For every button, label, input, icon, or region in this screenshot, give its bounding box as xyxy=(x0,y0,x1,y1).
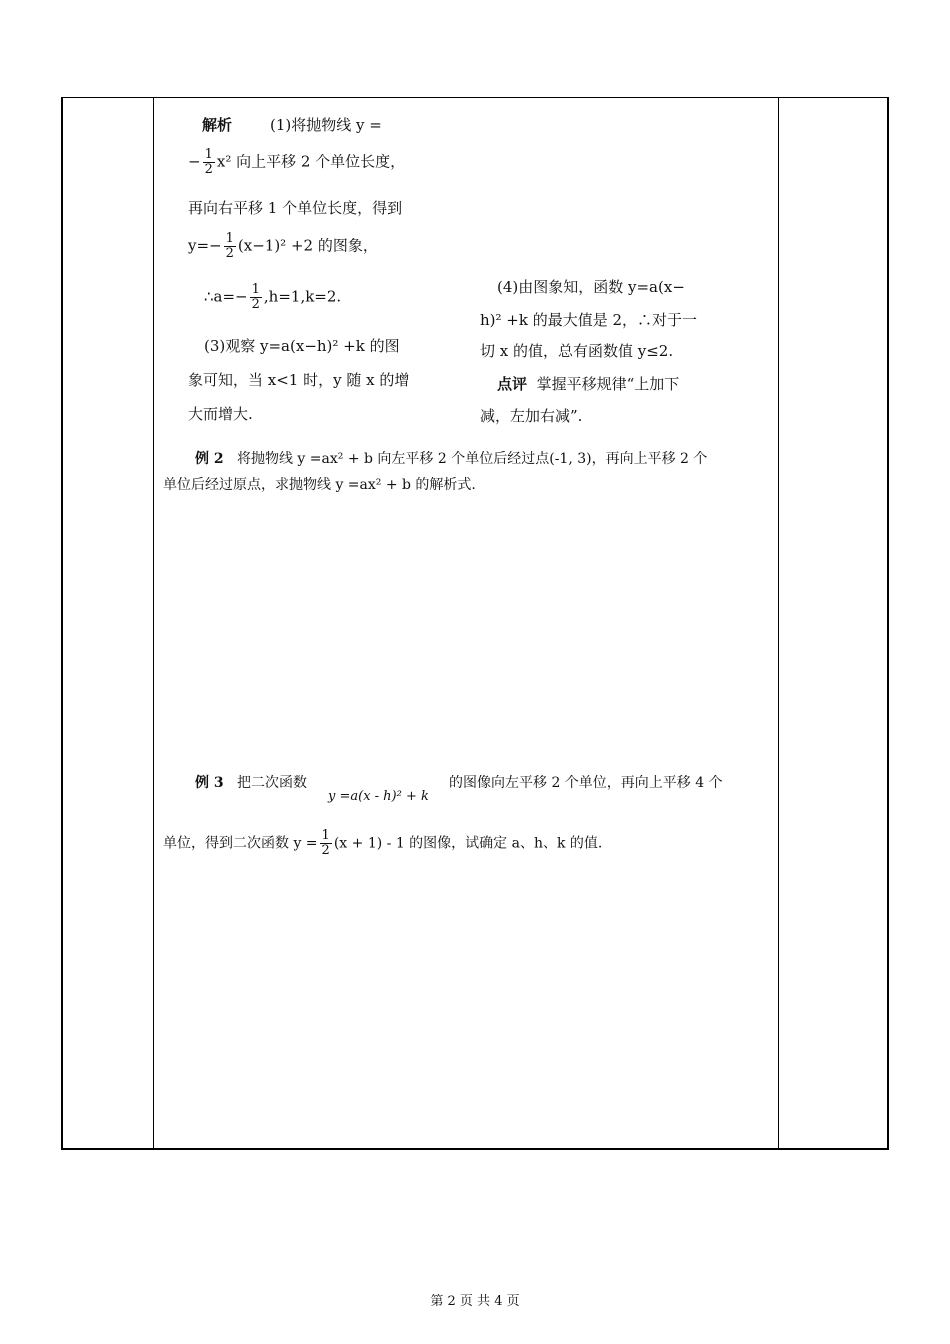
page-footer: 第 2 页 共 4 页 xyxy=(430,1294,520,1309)
solution-line-1: (1)将抛物线 y = xyxy=(270,116,382,134)
example3-text-1b: 的图像向左平移 2 个单位，再向上平移 4 个 xyxy=(449,775,723,791)
solution-line-4 xyxy=(188,232,378,261)
solution-right-line-3: 切 x 的值，总有函数值 y≤2. xyxy=(480,342,674,360)
fraction-half: $\frac{1}{2}$ xyxy=(204,147,213,177)
solution-line-7: 象可知，当 x<1 时，y 随 x 的增 xyxy=(188,371,410,389)
column-divider-left xyxy=(153,97,154,1150)
fraction-half-3: $\frac{1}{2}$ xyxy=(251,282,260,312)
table-frame xyxy=(61,97,889,1150)
example3-line-2 xyxy=(163,829,602,858)
solution-line-4-head: y=− xyxy=(188,236,222,255)
solution-heading: 解析 xyxy=(202,116,233,134)
example2-label: 例 2 xyxy=(195,451,224,467)
comment-line-1 xyxy=(497,374,679,394)
example2-text-1: 将抛物线 y =ax² + b 向左平移 2 个单位后经过点(-1, 3)，再向上平移 2 个 xyxy=(236,451,708,467)
fraction-half-2: $\frac{1}{2}$ xyxy=(225,231,234,261)
solution-line-6: (3)观察 y=a(x−h)² +k 的图 xyxy=(204,337,400,355)
minus-sign: − xyxy=(188,152,201,171)
solution-line-4-tail: (x−1)² +2 的图象， xyxy=(237,236,378,255)
example3-text-1a: 把二次函数 xyxy=(236,775,307,791)
solution-line-8: 大而增大. xyxy=(188,405,253,423)
solution-right-line-2: h)² +k 的最大值是 2，∴对于一 xyxy=(480,311,698,329)
comment-line-2: 减，左加右减”. xyxy=(480,407,583,425)
solution-line-5 xyxy=(204,283,341,312)
comment-label: 点评 xyxy=(497,375,528,393)
comment-text-1: 掌握平移规律“上加下 xyxy=(536,375,680,393)
solution-line-2 xyxy=(188,148,405,177)
solution-line-2-tail: x² 向上平移 2 个单位长度， xyxy=(216,152,406,171)
solution-line-3: 再向右平移 1 个单位长度，得到 xyxy=(188,199,403,217)
example3-line-1 xyxy=(195,773,307,793)
example3-formula: y =a(x - h)² + k xyxy=(328,789,429,804)
solution-line-5-tail: ,h=1,k=2. xyxy=(263,287,342,306)
example2-line-1 xyxy=(195,449,707,469)
example3-text-2b: (x + 1) - 1 的图像，试确定 a、h、k 的值. xyxy=(333,835,603,852)
column-divider-right xyxy=(778,97,779,1150)
solution-line-5-head: ∴a=− xyxy=(204,287,248,306)
solution-right-line-1: (4)由图象知，函数 y=a(x− xyxy=(497,278,685,296)
example3-text-2a: 单位，得到二次函数 y = xyxy=(163,835,318,852)
example3-fraction: $\frac{1}{2}$ xyxy=(321,828,330,858)
example3-label: 例 3 xyxy=(195,775,224,791)
example2-line-2: 单位后经过原点，求抛物线 y =ax² + b 的解析式. xyxy=(163,477,476,493)
